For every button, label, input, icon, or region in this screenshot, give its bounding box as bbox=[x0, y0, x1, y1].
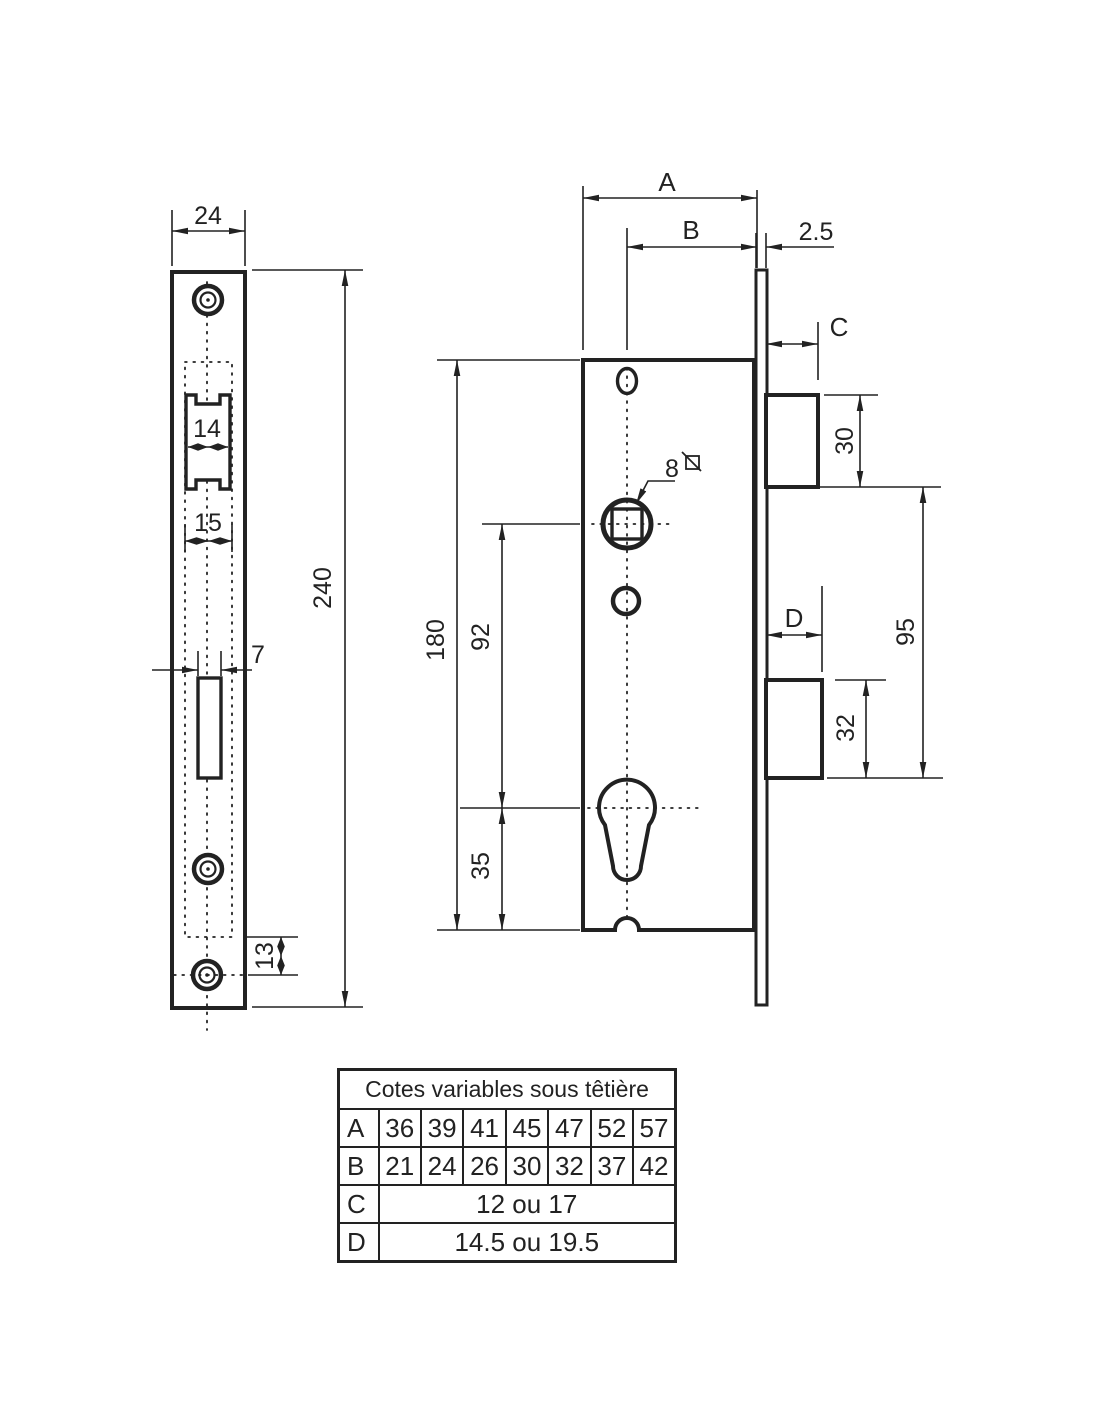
dim-latch-to-deadbolt bbox=[892, 487, 923, 778]
latch-bolt bbox=[766, 395, 818, 487]
dim-cylinder-to-bottom bbox=[467, 808, 502, 930]
dim-bottom-hole-offset bbox=[245, 937, 298, 975]
dim-B-backset bbox=[627, 215, 757, 350]
dim-spindle-size-label: 8 bbox=[665, 455, 679, 483]
dim-faceplate-height-label: 240 bbox=[309, 567, 337, 609]
dim-bottom-hole-offset-label: 13 bbox=[251, 942, 279, 970]
table-row-B bbox=[339, 1147, 676, 1185]
dim-forend-thickness bbox=[756, 218, 834, 268]
table-title: Cotes variables sous têtière bbox=[339, 1070, 676, 1110]
cell-A-4: 47 bbox=[548, 1109, 590, 1147]
dim-A-total-backset bbox=[583, 167, 757, 350]
dim-follower-to-cylinder-label: 92 bbox=[467, 623, 495, 651]
dim-faceplate-width-label: 24 bbox=[194, 202, 222, 230]
dim-case-height-label: 180 bbox=[422, 619, 450, 661]
cell-A-5: 52 bbox=[591, 1109, 633, 1147]
dim-latch-to-deadbolt-label: 95 bbox=[892, 618, 920, 646]
cell-D-value: 14.5 ou 19.5 bbox=[379, 1223, 676, 1262]
screw-hole-top bbox=[194, 286, 222, 314]
table-row-D bbox=[339, 1223, 676, 1262]
cell-B-1: 24 bbox=[421, 1147, 463, 1185]
dim-C-latch-projection bbox=[766, 312, 848, 380]
dim-B-label: B bbox=[682, 215, 700, 245]
cell-A-1: 39 bbox=[421, 1109, 463, 1147]
dim-follower-to-cylinder bbox=[460, 524, 580, 808]
cell-C-value: 12 ou 17 bbox=[379, 1185, 676, 1223]
cell-B-0: 21 bbox=[379, 1147, 421, 1185]
row-label-B: B bbox=[339, 1147, 379, 1185]
cell-A-2: 41 bbox=[463, 1109, 505, 1147]
lock-case-side-view bbox=[422, 167, 943, 1005]
table-title-row bbox=[339, 1070, 676, 1110]
dim-C-label: C bbox=[829, 312, 849, 342]
dim-cylinder-to-bottom-label: 35 bbox=[467, 852, 495, 880]
cell-A-3: 45 bbox=[506, 1109, 548, 1147]
deadbolt-slot bbox=[198, 678, 221, 778]
screw-hole-middle bbox=[194, 855, 222, 883]
variable-dimensions-table bbox=[337, 1068, 677, 1263]
table-row-C bbox=[339, 1185, 676, 1223]
cell-A-0: 36 bbox=[379, 1109, 421, 1147]
cell-B-5: 37 bbox=[591, 1147, 633, 1185]
cell-B-6: 42 bbox=[633, 1147, 675, 1185]
table-row-A bbox=[339, 1109, 676, 1147]
dim-deadbolt-slot-width-label: 7 bbox=[251, 641, 265, 669]
dim-latch-opening-inner-width-label: 14 bbox=[193, 415, 221, 443]
dim-latch-height-label: 30 bbox=[831, 427, 859, 455]
cell-B-3: 30 bbox=[506, 1147, 548, 1185]
row-label-D: D bbox=[339, 1223, 379, 1262]
dim-case-height bbox=[422, 360, 580, 930]
dim-deadbolt-height bbox=[827, 680, 943, 778]
cell-A-6: 57 bbox=[633, 1109, 675, 1147]
small-hole bbox=[613, 588, 639, 614]
cell-B-2: 26 bbox=[463, 1147, 505, 1185]
dim-forend-thickness-label: 2.5 bbox=[798, 218, 834, 246]
dim-D-label: D bbox=[784, 603, 804, 633]
dim-latch-opening-outer-width-label: 15 bbox=[194, 509, 222, 537]
dead-bolt bbox=[766, 680, 822, 778]
dim-D-deadbolt-projection bbox=[766, 586, 822, 672]
dim-deadbolt-height-label: 32 bbox=[832, 714, 860, 742]
faceplate-outline bbox=[172, 272, 245, 1008]
row-label-C: C bbox=[339, 1185, 379, 1223]
forend-plate bbox=[756, 270, 767, 1005]
cell-B-4: 32 bbox=[548, 1147, 590, 1185]
dim-faceplate-height bbox=[252, 270, 363, 1007]
dim-A-label: A bbox=[658, 167, 676, 197]
row-label-A: A bbox=[339, 1109, 379, 1147]
dim-faceplate-width bbox=[172, 202, 245, 266]
faceplate-front-view bbox=[152, 202, 363, 1030]
top-oval-hole bbox=[618, 369, 637, 394]
